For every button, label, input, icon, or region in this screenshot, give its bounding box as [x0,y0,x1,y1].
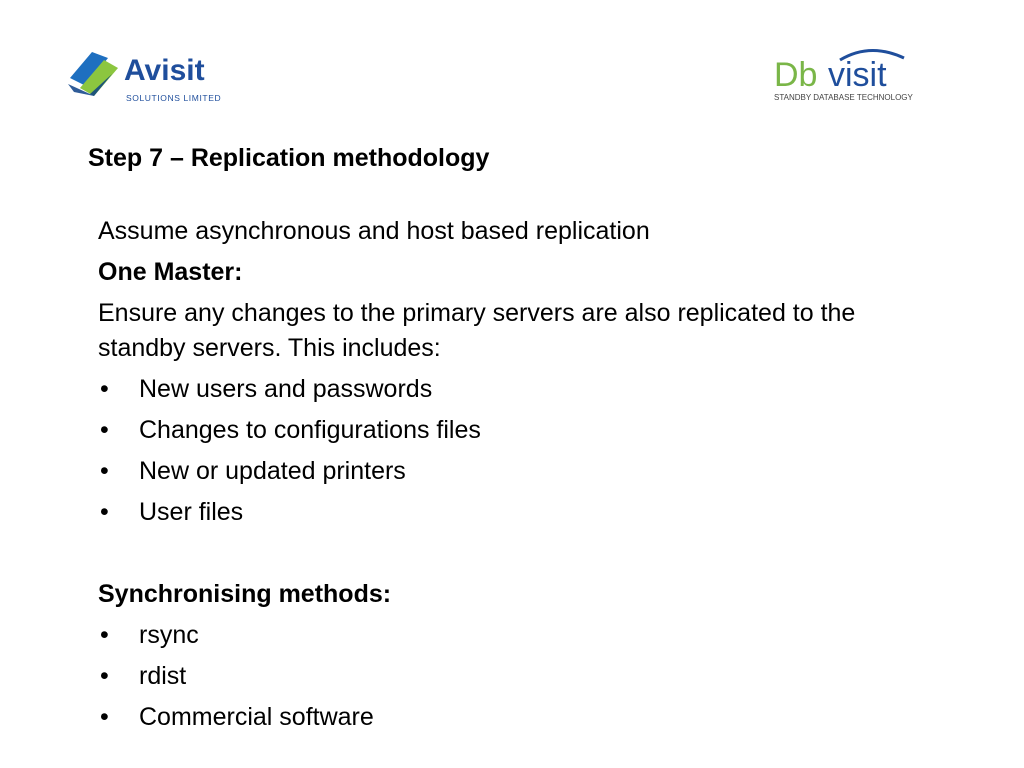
list-item [98,454,918,489]
list-item-text: New or updated printers [139,457,406,485]
dbvisit-logo [770,46,935,104]
bullet-marker: • [100,621,109,649]
dbvisit-logo-graphic [770,46,935,104]
dbvisit-logo-name-part1: Db [774,56,818,94]
bullet-marker: • [100,375,109,403]
list-item-text: rdist [139,662,187,690]
list-item [98,495,918,530]
avisit-logo-tagline: SOLUTIONS LIMITED [126,93,222,103]
avisit-logo [64,44,234,106]
slide-body [98,214,918,741]
list-item-text: Changes to configurations files [139,416,481,444]
list-item-text: New users and passwords [139,375,433,403]
list-item [98,618,918,653]
list-item-text: Commercial software [139,703,374,731]
avisit-logo-graphic [64,44,234,106]
avisit-logo-name: Avisit [124,54,205,87]
section1-bullet-list [98,372,918,530]
list-item [98,372,918,407]
bullet-marker: • [100,703,109,731]
bullet-marker: • [100,457,109,485]
list-item-text: rsync [139,621,199,649]
bullet-marker: • [100,498,109,526]
list-item [98,413,918,448]
section-spacer [98,536,918,577]
list-item [98,700,918,735]
dbvisit-logo-name-part2: visit [828,56,887,94]
section2-heading: Synchronising methods: [98,580,392,608]
dbvisit-logo-tagline: STANDBY DATABASE TECHNOLOGY [774,93,913,102]
list-item [98,659,918,694]
slide-title: Step 7 – Replication methodology [88,144,490,172]
list-item-text: User files [139,498,244,526]
section2-bullet-list [98,618,918,735]
bullet-marker: • [100,416,109,444]
section1-text: Ensure any changes to the primary servers are also replicated to the standby servers. This includes: [98,299,856,362]
intro-text: Assume asynchronous and host based replication [98,217,650,245]
section1-heading: One Master: [98,258,243,286]
bullet-marker: • [100,662,109,690]
